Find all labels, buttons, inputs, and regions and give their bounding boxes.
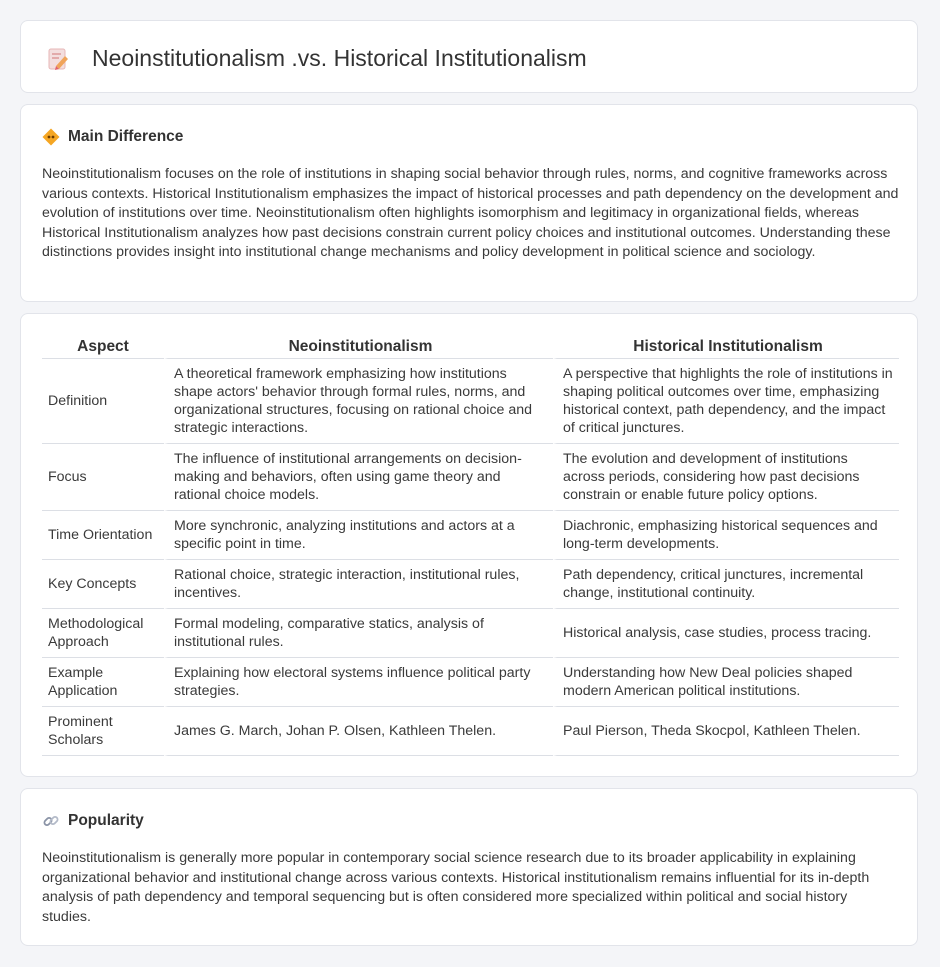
table-row xyxy=(42,658,899,707)
main-difference-text: Neoinstitutionalism focuses on the role of institutions in shaping social behavior through rules, norms, and cognitive frameworks across various contexts. Historical Institutionalism emphasizes the impact of historical processes and path dependency on the development and evolution of institutions over time. Neoinstitutionalism often highlights isomorphism and legitimacy in organizational fields, whereas Historical Institutionalism analyzes how past decisions constrain current policy choices and institutional outcomes. Understanding these distinctions provides insight into institutional change mechanisms and policy development in political science and sociology. xyxy=(42,166,899,260)
table-row xyxy=(42,560,899,609)
row-aspect: Focus xyxy=(42,444,164,511)
popularity-title: Popularity xyxy=(68,812,144,829)
main-difference-heading xyxy=(42,127,183,147)
row-hist: Path dependency, critical junctures, incremental change, institutional continuity. xyxy=(553,560,899,609)
table-header-row xyxy=(42,334,899,359)
header-historical-institutionalism: Historical Institutionalism xyxy=(553,334,899,359)
table-row xyxy=(42,511,899,560)
row-hist: Understanding how New Deal policies shaped modern American political institutions. xyxy=(553,658,899,707)
row-aspect: Example Application xyxy=(42,658,164,707)
main-difference-title: Main Difference xyxy=(68,128,184,145)
row-aspect: Prominent Scholars xyxy=(42,707,164,756)
row-aspect: Definition xyxy=(42,359,164,444)
table-row xyxy=(42,444,899,511)
popularity-heading xyxy=(42,811,144,831)
row-neo: A theoretical framework emphasizing how institutions shape actors' behavior through formal rules, norms, and organizational structures, focusing on rational choice and strategic interactions. xyxy=(164,359,553,444)
row-neo: James G. March, Johan P. Olsen, Kathleen Thelen. xyxy=(164,707,553,756)
comparison-card xyxy=(20,313,918,777)
row-hist: Paul Pierson, Theda Skocpol, Kathleen Thelen. xyxy=(553,707,899,756)
page-title: Neoinstitutionalism .vs. Historical Institutionalism xyxy=(92,45,587,71)
row-hist: Historical analysis, case studies, process tracing. xyxy=(553,609,899,658)
row-hist: Diachronic, emphasizing historical sequences and long-term developments. xyxy=(553,511,899,560)
diamond-sign-icon xyxy=(42,128,60,146)
row-neo: The influence of institutional arrangements on decision-making and behaviors, often using game theory and rational choice models. xyxy=(164,444,553,511)
table-row xyxy=(42,707,899,756)
header-neoinstitutionalism: Neoinstitutionalism xyxy=(164,334,553,359)
row-neo: Rational choice, strategic interaction, institutional rules, incentives. xyxy=(164,560,553,609)
row-aspect: Key Concepts xyxy=(42,560,164,609)
header-aspect: Aspect xyxy=(42,334,164,359)
row-neo: Formal modeling, comparative statics, analysis of institutional rules. xyxy=(164,609,553,658)
header-card xyxy=(20,20,918,93)
popularity-card xyxy=(20,788,918,946)
row-aspect: Methodological Approach xyxy=(42,609,164,658)
table-row xyxy=(42,609,899,658)
table-row xyxy=(42,359,899,444)
popularity-text: Neoinstitutionalism is generally more popular in contemporary social science research due to its broader applicability in explaining organizational behavior and institutional change across various contexts. Historical institutionalism remains influential for its in-depth analysis of path dependency and temporal sequencing but is often considered more specialized within political and social history studies. xyxy=(42,850,870,925)
row-aspect: Time Orientation xyxy=(42,511,164,560)
row-hist: The evolution and development of institutions across periods, considering how past decisions constrain or enable future policy options. xyxy=(553,444,899,511)
main-difference-card xyxy=(20,104,918,302)
row-hist: A perspective that highlights the role of institutions in shaping political outcomes over time, emphasizing historical context, path dependency, and the impact of critical junctures. xyxy=(553,359,899,444)
row-neo: More synchronic, analyzing institutions and actors at a specific point in time. xyxy=(164,511,553,560)
link-icon xyxy=(42,812,60,830)
document-pencil-icon xyxy=(46,46,72,72)
comparison-table xyxy=(42,334,899,756)
row-neo: Explaining how electoral systems influence political party strategies. xyxy=(164,658,553,707)
